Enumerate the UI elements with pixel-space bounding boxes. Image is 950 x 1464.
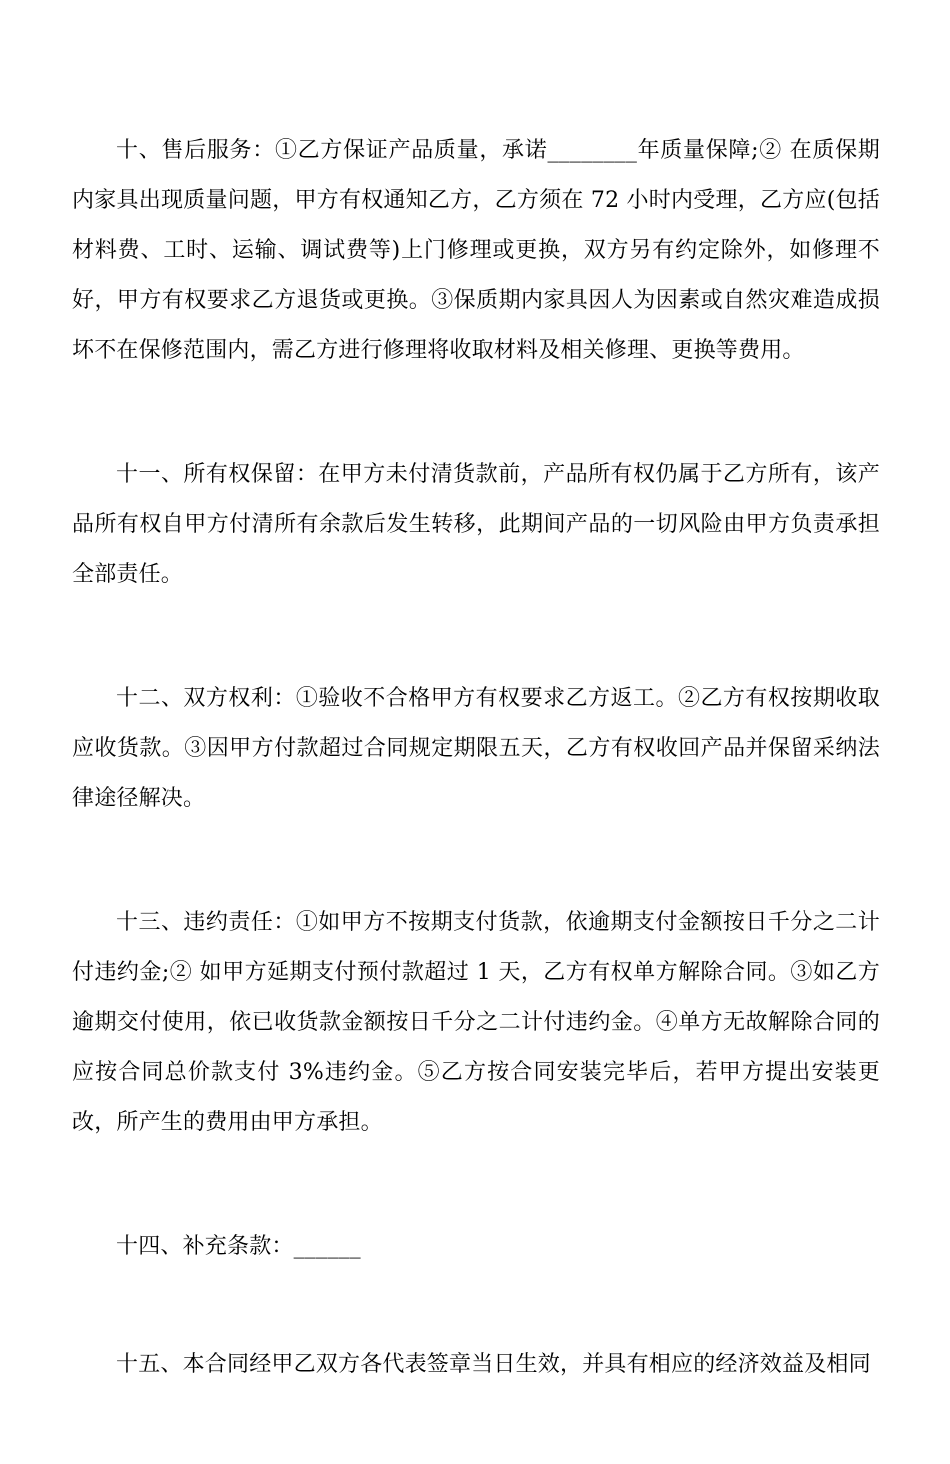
clause-liability-for-breach: 十三、违约责任：①如甲方不按期支付货款，依逾期支付金额按日千分之二计付违约金;② 如甲方延期支付预付款超过 1 天，乙方有权单方解除合同。③如乙方逾期交付使用，依已收货款金额按日千分之二计付违约金。④单方无故解除合同的应按合同总价款支付 3%违约金。⑤乙方按合同安装完毕后，若甲方提出安装更改，所产生的费用由甲方承担。 bbox=[72, 910, 880, 1135]
clause-after-sales-service: 十、售后服务：①乙方保证产品质量，承诺________年质量保障;② 在质保期内家具出现质量问题，甲方有权通知乙方，乙方须在 72 小时内受理，乙方应(包括材料费、工时、运输、调试费等)上门修理或更换，双方另有约定除外，如修理不好，甲方有权要求乙方退货或更换。③保质期内家具因人为因素或自然灾难造成损坏不在保修范围内，需乙方进行修理将收取材料及相关修理、更换等费用。 bbox=[72, 138, 880, 363]
clause-effectiveness: 十五、本合同经甲乙双方各代表签章当日生效，并具有相应的经济效益及相同 bbox=[116, 1352, 871, 1377]
contract-body bbox=[72, 126, 880, 1464]
clause-supplementary-terms: 十四、补充条款：______ bbox=[116, 1234, 361, 1259]
clause-rights-of-parties: 十二、双方权利：①验收不合格甲方有权要求乙方返工。②乙方有权按期收取应收货款。③因甲方付款超过合同规定期限五天，乙方有权收回产品并保留采纳法律途径解决。 bbox=[72, 686, 880, 811]
clause-ownership-retention: 十一、所有权保留：在甲方未付清货款前，产品所有权仍属于乙方所有，该产品所有权自甲方付清所有余款后发生转移，此期间产品的一切风险由甲方负责承担全部责任。 bbox=[72, 462, 880, 587]
